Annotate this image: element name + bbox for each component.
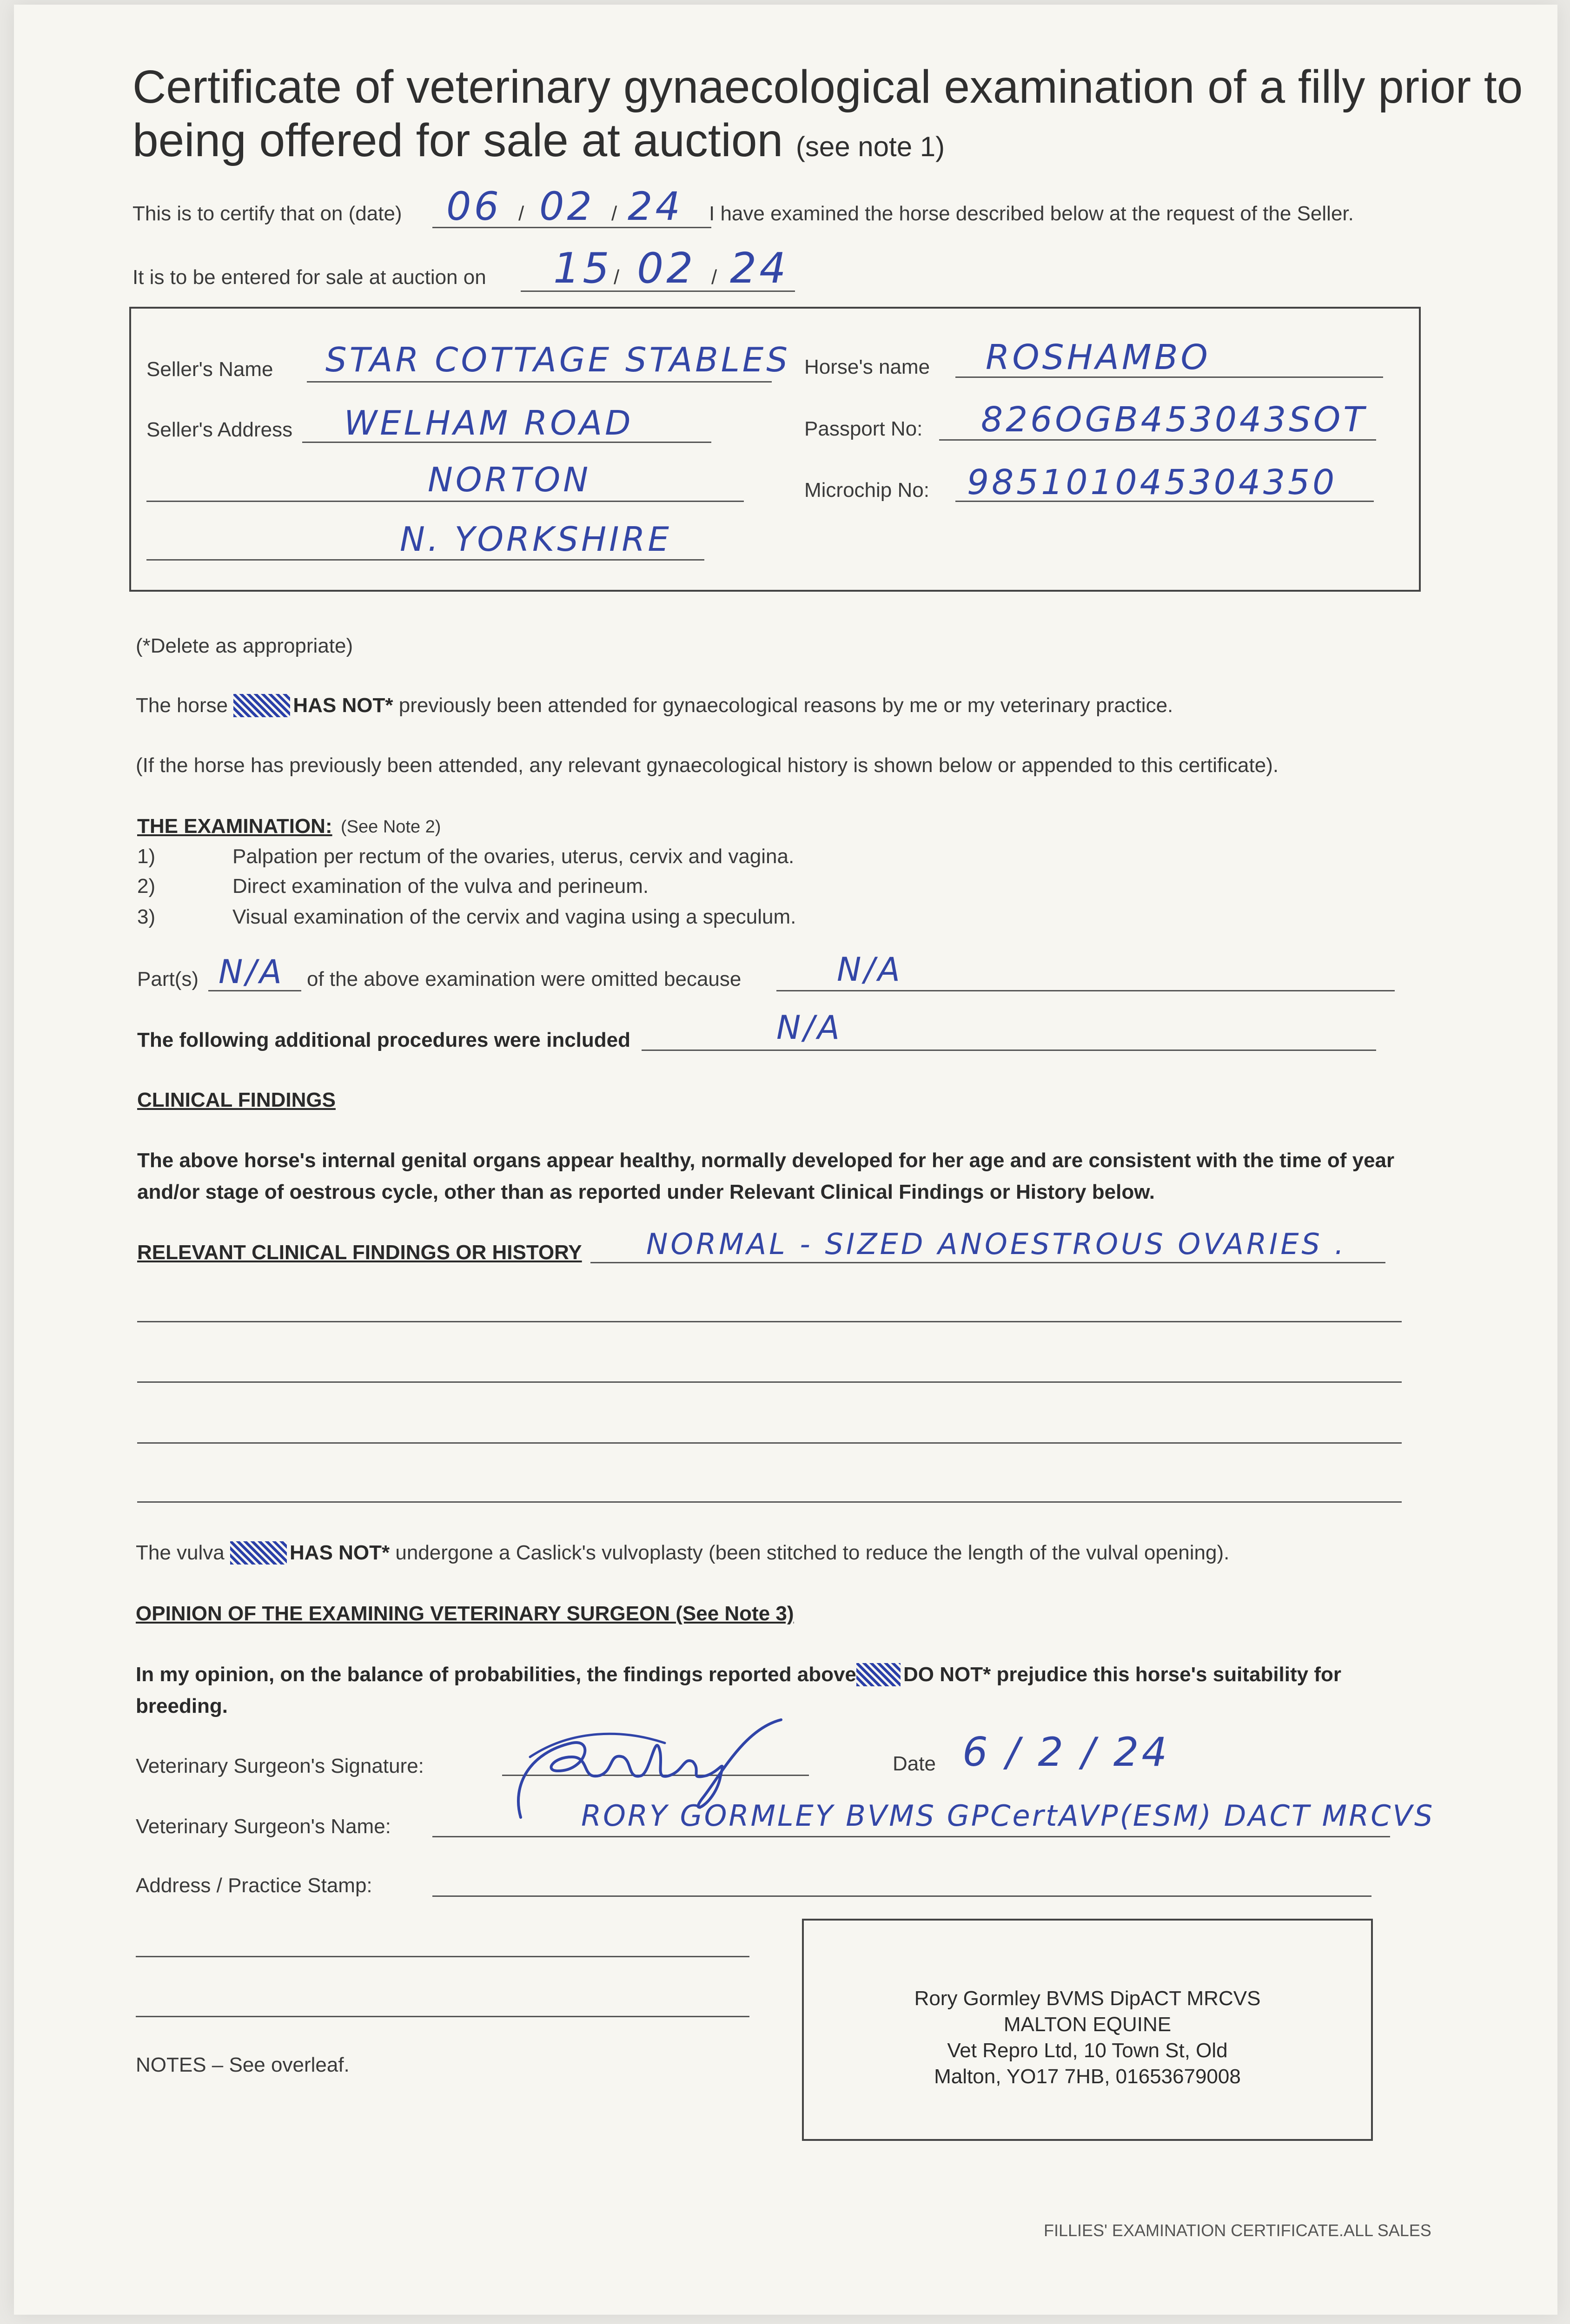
opinion-line1-a: In my opinion, on the balance of probabilities, the findings reported above: [136, 1663, 856, 1686]
title-note: (see note 1): [795, 131, 945, 162]
vet-name-value: RORY GORMLEY BVMS GPCertAVP(ESM) DACT MRCVS: [581, 1799, 1435, 1833]
seller-address-underline2: [146, 501, 744, 502]
opinion-heading: OPINION OF THE EXAMINING VETERINARY SURGEON (See Note 3): [136, 1602, 794, 1625]
page-title-line2: [132, 114, 945, 167]
examination-note: (See Note 2): [341, 817, 441, 837]
vet-name-label: Veterinary Surgeon's Name:: [136, 1815, 391, 1838]
stamp-line4: Malton, YO17 7HB, 01653679008: [934, 2065, 1241, 2088]
exam-date-day: 06: [446, 184, 502, 229]
passport-label: Passport No:: [804, 417, 923, 440]
vulva-struck-out: [230, 1541, 287, 1565]
practice-stamp: [804, 1986, 1371, 2090]
omitted-underline: [776, 990, 1395, 991]
exam-date-sep1: /: [518, 202, 524, 225]
clinical-statement-line2: and/or stage of oestrous cycle, other than as reported under Relevant Clinical Findings or History below.: [137, 1181, 1155, 1203]
attended-struck-out: [233, 694, 290, 717]
auction-date-sep1: /: [614, 266, 620, 289]
delete-note: (*Delete as appropriate): [136, 634, 353, 657]
practice-stamp-box: [802, 1919, 1373, 2141]
sign-date-label: Date: [893, 1752, 936, 1775]
page-title: Certificate of veterinary gynaecological examination of a filly prior to: [132, 61, 1523, 113]
relevant-underline-1: [590, 1262, 1385, 1263]
title-line2-text: being offered for sale at auction: [132, 114, 783, 166]
certificate-page: [14, 5, 1557, 2315]
vulva-statement: [136, 1541, 1229, 1565]
vulva-suffix: undergone a Caslick's vulvoplasty (been stitched to reduce the length of the vulval opening).: [395, 1541, 1230, 1564]
seller-address-underline3: [146, 559, 704, 561]
exam-item-2-text: Direct examination of the vulva and perineum.: [232, 875, 649, 898]
stamp-line2: MALTON EQUINE: [1003, 2013, 1172, 2036]
omitted-label: of the above examination were omitted because: [307, 968, 742, 990]
attended-statement: [136, 694, 1173, 717]
relevant-findings-value: NORMAL - SIZED ANOESTROUS OVARIES .: [646, 1227, 1347, 1261]
omitted-value: N/A: [837, 951, 903, 989]
attended-has-not: HAS NOT*: [293, 694, 393, 717]
address-stamp-label: Address / Practice Stamp:: [136, 1874, 372, 1897]
relevant-underline-2: [137, 1321, 1402, 1322]
address-underline-3: [136, 2016, 749, 2017]
microchip-value: 985101045304350: [967, 462, 1338, 502]
exam-item-3-text: Visual examination of the cervix and vagina using a speculum.: [232, 905, 796, 928]
exam-item-1-text: Palpation per rectum of the ovaries, uterus, cervix and vagina.: [232, 845, 795, 868]
exam-item-3-num: 3): [137, 905, 156, 928]
seller-address-line3: N. YORKSHIRE: [400, 520, 672, 559]
seller-address-label: Seller's Address: [146, 418, 293, 441]
additional-value: N/A: [776, 1009, 842, 1047]
auction-prefix: It is to be entered for sale at auction on: [132, 266, 486, 289]
opinion-line1-b: DO NOT* prejudice this horse's suitability for: [903, 1663, 1341, 1686]
opinion-line1: [136, 1663, 1341, 1686]
seller-address-line2: NORTON: [428, 460, 591, 499]
exam-item-2-num: 2): [137, 875, 156, 898]
opinion-line2: breeding.: [136, 1695, 228, 1717]
certify-suffix: I have examined the horse described below at the request of the Seller.: [709, 202, 1354, 225]
relevant-underline-3: [137, 1381, 1402, 1383]
auction-date-month: 02: [637, 244, 696, 293]
relevant-underline-5: [137, 1501, 1402, 1503]
seller-address-line1: WELHAM ROAD: [344, 403, 634, 442]
examination-heading: THE EXAMINATION:: [137, 815, 332, 838]
notes-text: NOTES – See overleaf.: [136, 2053, 350, 2076]
clinical-statement-line1: The above horse's internal genital organs appear healthy, normally developed for her age and are consistent with the time of year: [137, 1149, 1395, 1172]
stamp-line1: Rory Gormley BVMS DipACT MRCVS: [914, 1987, 1261, 2010]
additional-label: The following additional procedures were included: [137, 1029, 631, 1051]
exam-date-sep2: /: [611, 202, 617, 225]
additional-underline: [642, 1050, 1376, 1051]
auction-date-year: 24: [730, 244, 789, 293]
vulva-has-not: HAS NOT*: [290, 1541, 390, 1564]
exam-date-year: 24: [628, 184, 683, 229]
seller-name-label: Seller's Name: [146, 358, 273, 381]
horse-name-value: ROSHAMBO: [986, 337, 1211, 377]
horse-name-label: Horse's name: [804, 356, 930, 378]
auction-date-day: 15: [553, 244, 612, 293]
seller-name-underline: [307, 381, 772, 383]
clinical-findings-heading: CLINICAL FINDINGS: [137, 1089, 336, 1111]
relevant-findings-label: RELEVANT CLINICAL FINDINGS OR HISTORY: [137, 1241, 582, 1264]
auction-date-sep2: /: [711, 266, 717, 289]
attended-suffix: previously been attended for gynaecological reasons by me or my veterinary practice.: [398, 694, 1173, 717]
certify-prefix: This is to certify that on (date): [132, 202, 402, 225]
relevant-underline-4: [137, 1442, 1402, 1444]
footer-text: FILLIES' EXAMINATION CERTIFICATE.ALL SALES: [1044, 2221, 1431, 2240]
exam-item-1-num: 1): [137, 845, 156, 868]
parts-label: Part(s): [137, 968, 199, 990]
vet-name-underline: [432, 1836, 1390, 1837]
parts-value: N/A: [219, 953, 285, 991]
opinion-struck-out: [856, 1663, 901, 1686]
exam-date-month: 02: [539, 184, 595, 229]
if-attended-note: (If the horse has previously been attended, any relevant gynaecological history is shown below or appended to this certificate).: [136, 754, 1279, 777]
sign-date-value: 6 / 2 / 24: [962, 1729, 1170, 1776]
stamp-line3: Vet Repro Ltd, 10 Town St, Old: [947, 2039, 1228, 2062]
seller-name-value: STAR COTTAGE STABLES: [325, 340, 790, 379]
signature-label: Veterinary Surgeon's Signature:: [136, 1755, 424, 1777]
microchip-label: Microchip No:: [804, 479, 929, 502]
passport-value: 826OGB453043SOT: [981, 400, 1367, 440]
attended-prefix: The horse: [136, 694, 228, 717]
vulva-prefix: The vulva: [136, 1541, 225, 1564]
address-underline-2: [136, 1956, 749, 1957]
address-underline-1: [432, 1895, 1371, 1897]
